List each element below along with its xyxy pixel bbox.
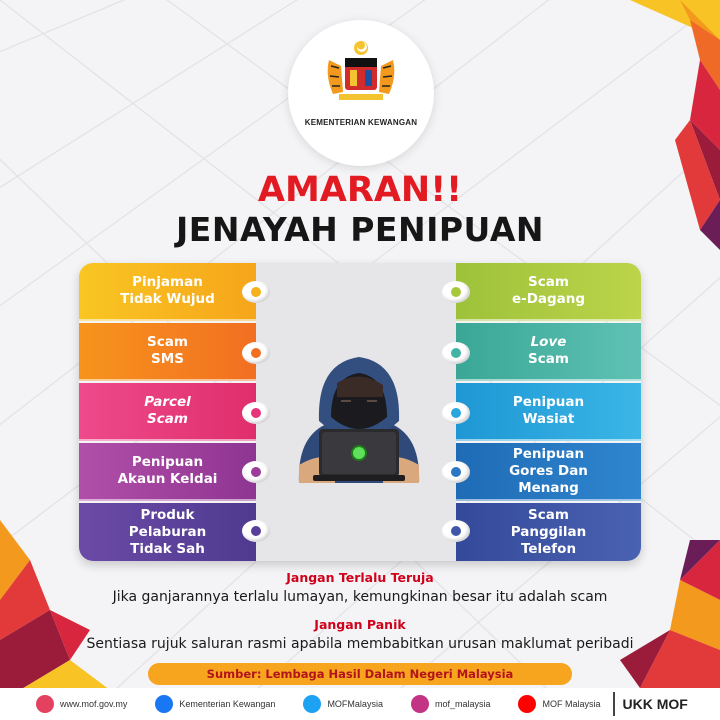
- instagram-icon: [411, 695, 429, 713]
- connector-ring: [242, 342, 270, 364]
- coat-of-arms-icon: [321, 36, 401, 108]
- scam-item: Scam SMS: [79, 323, 256, 381]
- connector-ring: [442, 461, 470, 483]
- warning-title: AMARAN!!: [257, 170, 463, 210]
- facebook-icon: [155, 695, 173, 713]
- footer-brand: UKK MOF: [622, 696, 688, 712]
- connector-ring: [442, 402, 470, 424]
- footer-divider: [613, 692, 615, 716]
- twitter-icon: [303, 695, 321, 713]
- scam-item: Love Scam: [456, 323, 641, 381]
- connector-ring: [242, 520, 270, 542]
- tip-heading: Jangan Terlalu Teruja: [286, 570, 434, 585]
- right-scam-list: [456, 263, 641, 561]
- social-link-twitter[interactable]: MOFMalaysia: [303, 695, 383, 713]
- scam-types-panel: [79, 263, 641, 561]
- connector-ring: [442, 281, 470, 303]
- youtube-icon: [518, 695, 536, 713]
- social-link-facebook[interactable]: Kementerian Kewangan: [155, 695, 275, 713]
- social-footer: [0, 688, 720, 720]
- tip-heading: Jangan Panik: [314, 617, 406, 632]
- source-credit: Sumber: Lembaga Hasil Dalam Negeri Malaysia: [148, 663, 572, 685]
- connector-ring: [442, 342, 470, 364]
- connector-ring: [242, 281, 270, 303]
- social-link-instagram[interactable]: mof_malaysia: [411, 695, 491, 713]
- ministry-logo: [288, 20, 434, 166]
- ministry-name: KEMENTERIAN KEWANGAN: [304, 118, 418, 127]
- decor-bottom-right: [600, 540, 720, 688]
- tip-text: Sentiasa rujuk saluran rasmi apabila membabitkan urusan maklumat peribadi: [86, 636, 634, 652]
- scam-item: Scam e-Dagang: [456, 263, 641, 321]
- scam-item: Penipuan Gores Dan Menang: [456, 443, 641, 501]
- connector-ring: [442, 520, 470, 542]
- scam-item: Penipuan Akaun Keldai: [79, 443, 256, 501]
- connector-ring: [242, 402, 270, 424]
- page-title: JENAYAH PENIPUAN: [176, 210, 544, 249]
- scam-item: Penipuan Wasiat: [456, 383, 641, 441]
- web-icon: [36, 695, 54, 713]
- left-scam-list: [79, 263, 256, 561]
- tip-text: Jika ganjarannya terlalu lumayan, kemungkinan besar itu adalah scam: [112, 589, 608, 605]
- scam-item: Parcel Scam: [79, 383, 256, 441]
- social-link-web[interactable]: www.mof.gov.my: [36, 695, 127, 713]
- scam-item: Pinjaman Tidak Wujud: [79, 263, 256, 321]
- connector-ring: [242, 461, 270, 483]
- social-link-youtube[interactable]: MOF Malaysia: [518, 695, 600, 713]
- scam-item: Scam Panggilan Telefon: [456, 503, 641, 561]
- hacker-illustration: [279, 343, 439, 483]
- scam-item: Produk Pelaburan Tidak Sah: [79, 503, 256, 561]
